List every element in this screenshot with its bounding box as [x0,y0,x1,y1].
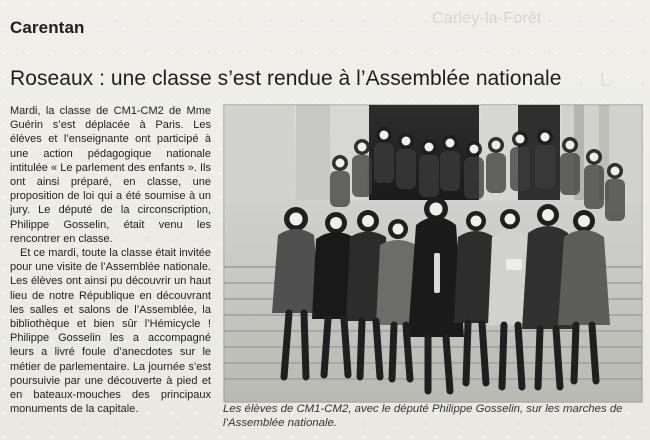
bleedthrough-text-1: Carley-la-Forêt [432,10,542,27]
article-paragraph-2: Et ce mardi, toute la classe était invitée pour une visite de l’Assemblée nationale. Les élèves ont ainsi pu découvrir un haut lieu de notre République en découvrant les salles et salons de l’Assemblée, la bibliothèque et bien sûr l’Hémicycle ! Philippe Gosselin les a accompagné leurs a livré foule d’anecdotes sur le métier de parlementaire. La journée s’est poursuivie par une découverte à pied et en bateaux-mouches des principaux monuments de la capitale. [10,247,211,416]
group-photo-illustration [224,105,642,402]
photo-caption: Les élèves de CM1-CM2, avec le député Philippe Gosselin, sur les marches de l’Assemblée nationale. [223,403,623,429]
section-title: Carentan [10,18,85,37]
student-left-jacket [272,229,320,313]
article-photo [223,104,643,403]
bleedthrough-text-3: L [600,70,611,90]
article-paragraph-1: Mardi, la classe de CM1-CM2 de Mme Guérin s’est déplacée à Paris. Les élèves et l’enseignante ont participé à une action pédagogique nationale intitulée « Le parlement des enfants ». Ils ont ainsi préparé, en classe, une proposition de loi qui a été soumise à un jury. Le député de la circonscription, Philippe Gosselin, était venu les rencontrer en classe. [10,105,211,245]
article-body [10,104,211,426]
article-headline: Roseaux : une classe s’est rendue à l’Assemblée nationale [10,67,562,90]
